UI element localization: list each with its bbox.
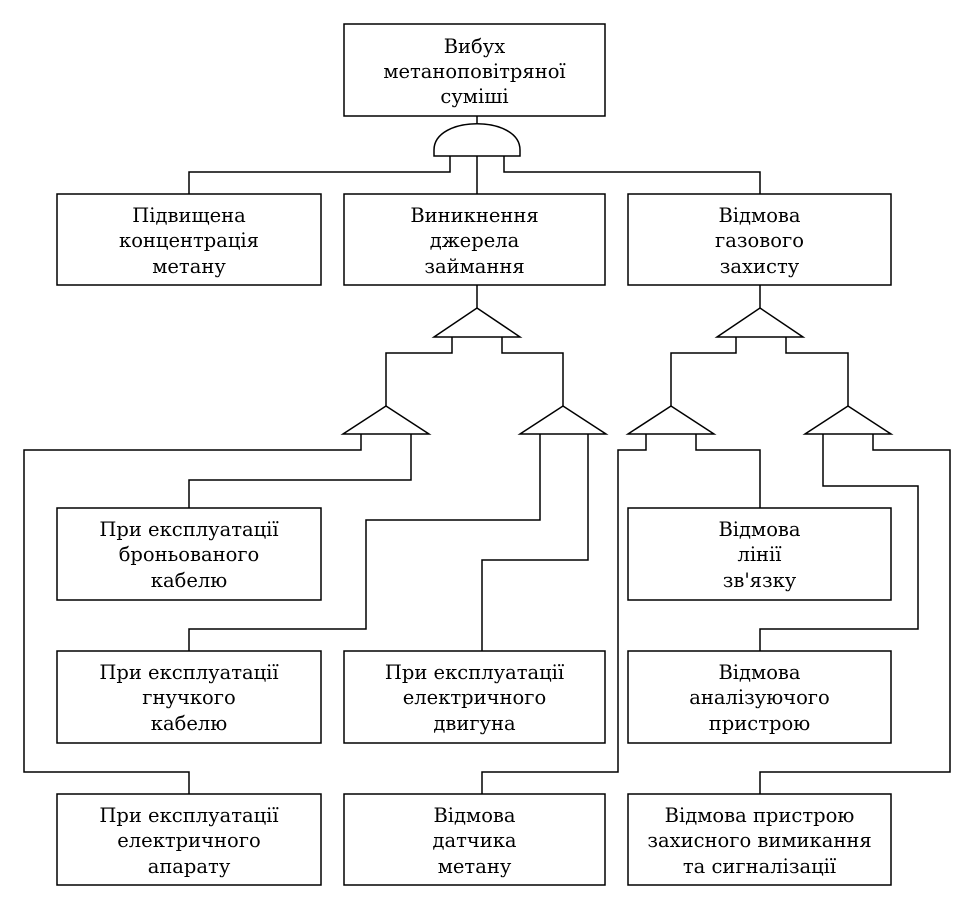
top-event-line-1: Вибух [443,35,506,58]
methane-concentration-line-3: метану [152,255,226,278]
electric-motor-line-1: При експлуатації [384,661,565,684]
ignition-source-line-1: Виникнення [410,204,539,227]
methane-concentration-line-2: концентрація [119,229,259,252]
armored-cable-line-1: При експлуатації [99,518,279,541]
methane-sensor-failure-box [344,794,605,885]
flexible-cable-box [57,651,321,743]
or-gate-ignition [434,308,520,337]
analyzer-line-3: пристрою [708,712,811,735]
electric-apparatus-box [57,794,321,885]
analyzer-failure-box [628,651,891,743]
or-gate-cables [343,406,429,434]
electric-motor-line-3: двигуна [433,712,516,735]
analyzer-line-1: Відмова [718,661,801,684]
ignition-source-box [344,194,605,285]
flexible-cable-line-2: гнучкого [142,686,236,709]
electric-apparatus-line-1: При експлуатації [99,804,279,827]
gas-protection-line-1: Відмова [718,204,801,227]
top-event-line-3: суміші [440,85,509,108]
electric-motor-line-2: електричного [402,686,547,709]
top-event-box [344,24,605,116]
shutdown-device-line-2: захисного вимикання [647,829,872,852]
or-gate-motor-sensor [520,406,606,434]
ignition-source-line-3: займання [424,255,525,278]
methane-sensor-line-2: датчика [432,829,517,852]
shutdown-device-failure-box [628,794,891,885]
and-gate-top [434,124,520,156]
or-gate-comm [628,406,714,434]
flexible-cable-line-3: кабелю [150,712,228,735]
methane-concentration-line-1: Підвищена [132,204,246,227]
or-gate-analyzer [805,406,891,434]
methane-sensor-line-3: метану [437,855,512,878]
electric-motor-box [344,651,605,743]
electric-apparatus-line-2: електричного [117,829,261,852]
flexible-cable-line-1: При експлуатації [99,661,279,684]
ignition-source-line-2: джерела [429,229,520,252]
analyzer-line-2: аналізуючого [689,686,830,709]
comm-line-line-1: Відмова [718,518,801,541]
methane-concentration-box [57,194,321,285]
electric-apparatus-line-3: апарату [147,855,231,878]
shutdown-device-line-3: та сигналізації [682,855,837,878]
gas-protection-line-3: захисту [719,255,800,278]
comm-line-line-2: лінії [737,543,782,566]
comm-line-line-3: зв'язку [722,569,797,592]
comm-line-failure-box [628,508,891,600]
methane-sensor-line-1: Відмова [433,804,516,827]
armored-cable-box [57,508,321,600]
shutdown-device-line-1: Відмова пристрою [664,804,855,827]
gas-protection-failure-box [628,194,891,285]
gas-protection-line-2: газового [715,229,804,252]
or-gate-gas-protection [717,308,803,337]
top-event-line-2: метаноповітряної [383,60,566,83]
armored-cable-line-2: броньованого [118,543,260,566]
armored-cable-line-3: кабелю [150,569,228,592]
